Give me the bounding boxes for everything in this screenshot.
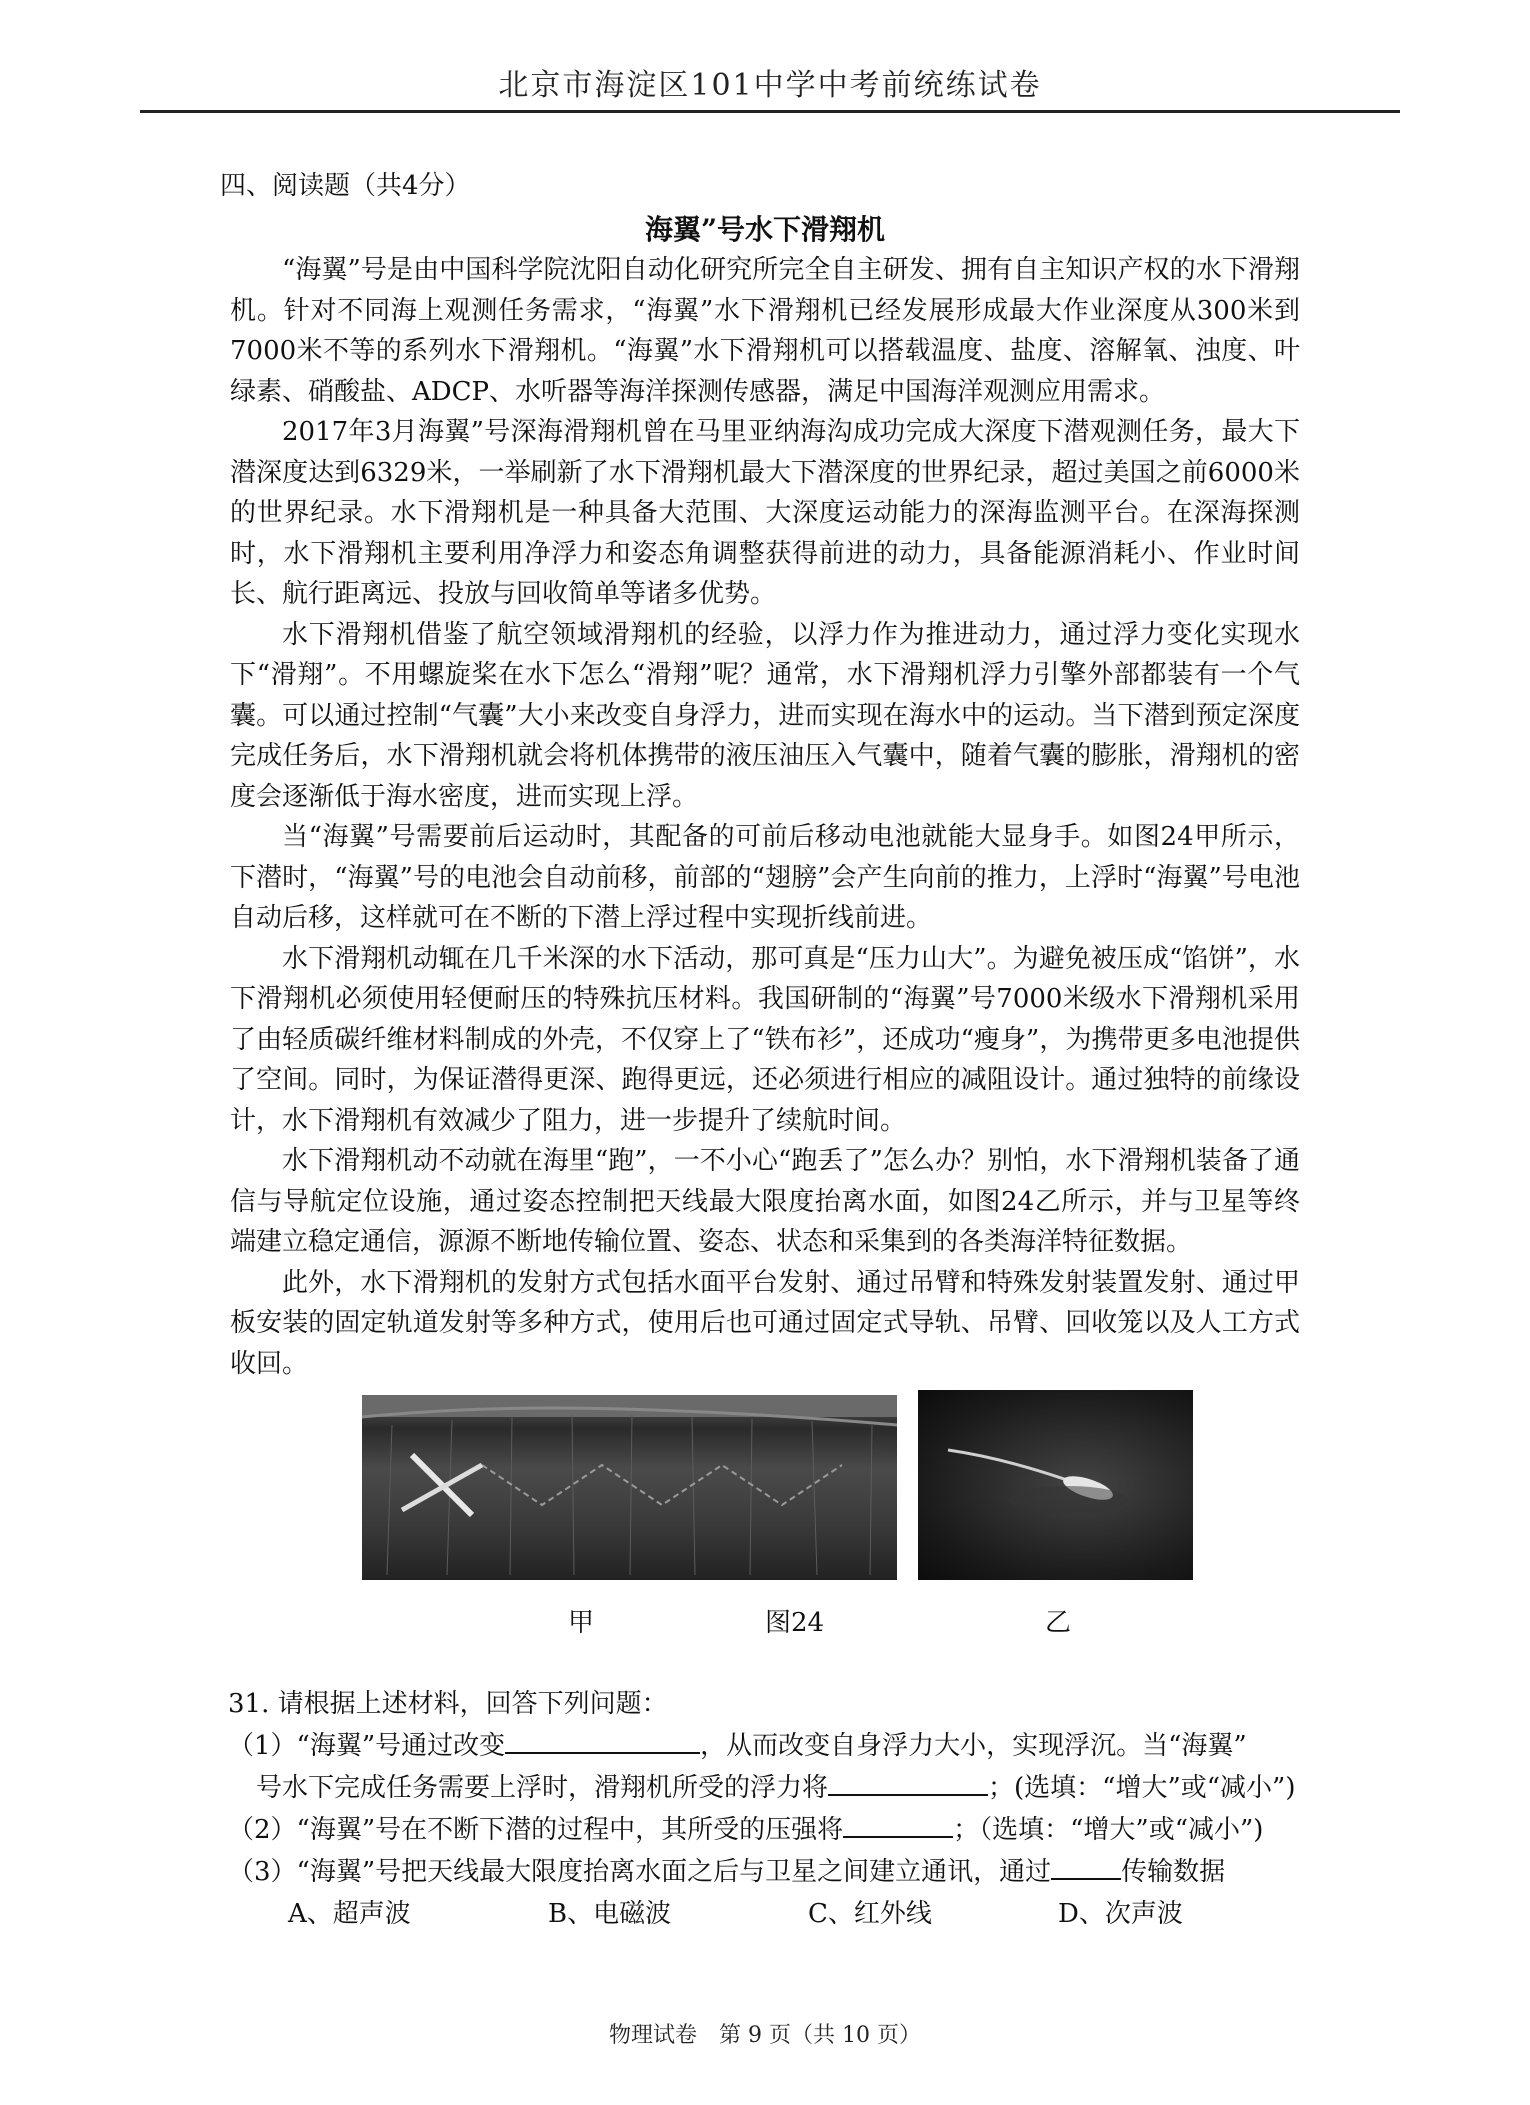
section-title: 四、阅读题（共4分）: [220, 171, 471, 201]
question-3-line: [228, 1851, 1303, 1893]
question-stem: 31. 请根据上述材料，回答下列问题：: [228, 1689, 668, 1719]
paragraph: 此外，水下滑翔机的发射方式包括水面平台发射、通过吊臂和特殊发射装置发射、通过甲板安装的固定轨道发射等多种方式，使用后也可通过固定式导轨、吊臂、回收笼以及人工方式收回。: [230, 1267, 1300, 1379]
option-a[interactable]: A、超声波: [288, 1899, 411, 1929]
paragraph: 水下滑翔机借鉴了航空领域滑翔机的经验，以浮力作为推进动力，通过浮力变化实现水下“滑翔”。不用螺旋桨在水下怎么“滑翔”呢？通常，水下滑翔机浮力引擎外部都装有一个气囊。可以通过控制“气囊”大小来改变自身浮力，进而实现在海水中的运动。当下潜到预定深度完成任务后，水下滑翔机就会将机体携带的液压油压入气囊中，随着气囊的膨胀，滑翔机的密度会逐渐低于海水密度，进而实现上浮。: [230, 619, 1300, 812]
question-1-text-b: ，从而改变自身浮力大小，实现浮沉。当“海翼”: [700, 1731, 1247, 1761]
figure-caption: 图24: [765, 1608, 825, 1638]
question-3-text-a: （3）“海翼”号把天线最大限度抬离水面之后与卫星之间建立通讯，通过: [228, 1857, 1052, 1887]
question-1-text-a: （1）“海翼”号通过改变: [228, 1731, 506, 1761]
question-1-text-c: 号水下完成任务需要上浮时，滑翔机所受的浮力将: [256, 1773, 829, 1803]
article-body: [230, 250, 1300, 1384]
question-2-text-b: ；（选填：“增大”或“减小”): [953, 1815, 1264, 1845]
glider-zigzag-image: [362, 1395, 897, 1580]
paragraph: “海翼”号是由中国科学院沈阳自动化研究所完全自主研发、拥有自主知识产权的水下滑翔机。针对不同海上观测任务需求，“海翼”水下滑翔机已经发展形成最大作业深度从300米到7000米不等的系列水下滑翔机。“海翼”水下滑翔机可以搭载温度、盐度、溶解氧、浊度、叶绿素、硝酸盐、ADCP、水听器等海洋探测传感器，满足中国海洋观测应用需求。: [230, 255, 1300, 407]
option-d[interactable]: D、次声波: [1058, 1899, 1183, 1929]
answer-options: [228, 1893, 1303, 1935]
article-title: 海翼”号水下滑翔机: [644, 213, 886, 246]
paragraph: 水下滑翔机动不动就在海里“跑”，一不小心“跑丢了”怎么办？别怕，水下滑翔机装备了通信与导航定位设施，通过姿态控制把天线最大限度抬离水面，如图24乙所示，并与卫星等终端建立稳定通信，源源不断地传输位置、姿态、状态和采集到的各类海洋特征数据。: [230, 1146, 1300, 1257]
paragraph: 当“海翼”号需要前后运动时，其配备的可前后移动电池就能大显身手。如图24甲所示，下潜时，“海翼”号的电池会自动前移，前部的“翅膀”会产生向前的推力，上浮时“海翼”号电池自动后移，这样就可在不断的下潜上浮过程中实现折线前进。: [230, 822, 1300, 933]
option-c[interactable]: C、红外线: [808, 1899, 932, 1929]
paragraph: 2017年3月海翼”号深海滑翔机曾在马里亚纳海沟成功完成大深度下潜观测任务，最大下潜深度达到6329米，一举刷新了水下滑翔机最大下潜深度的世界纪录，超过美国之前6000米的世界纪录。水下滑翔机是一种具备大范围、大深度运动能力的深海监测平台。在深海探测时，水下滑翔机主要利用净浮力和姿态角调整获得前进的动力，具备能源消耗小、作业时间长、航行距离远、投放与回收简单等诸多优势。: [230, 417, 1300, 609]
page-header: 北京市海淀区101中学中考前统练试卷: [140, 60, 1400, 113]
question-1-line-2: [228, 1767, 1303, 1809]
figure-label-right: 乙: [1045, 1608, 1072, 1638]
glider-surface-image: [918, 1390, 1193, 1580]
answer-blank-2[interactable]: [828, 1768, 988, 1796]
question-2-text-a: （2）“海翼”号在不断下潜的过程中，其所受的压强将: [228, 1815, 844, 1845]
question-block: [228, 1683, 1303, 1935]
question-2-line: [228, 1809, 1303, 1851]
question-1-line-1: [228, 1725, 1303, 1767]
question-3-text-b: 传输数据: [1121, 1857, 1226, 1887]
figure-24-right-photo: [918, 1390, 1193, 1580]
page-footer: 物理试卷 第 9 页（共 10 页）: [609, 2023, 921, 2048]
paragraph: 水下滑翔机动辄在几千米深的水下活动，那可真是“压力山大”。为避免被压成“馅饼”，水下滑翔机必须使用轻便耐压的特殊抗压材料。我国研制的“海翼”号7000米级水下滑翔机采用了由轻质碳纤维材料制成的外壳，不仅穿上了“铁布衫”，还成功“瘦身”，为携带更多电池提供了空间。同时，为保证潜得更深、跑得更远，还必须进行相应的减阻设计。通过独特的前缘设计，水下滑翔机有效减少了阻力，进一步提升了续航时间。: [230, 943, 1300, 1136]
option-b[interactable]: B、电磁波: [548, 1899, 672, 1929]
answer-blank-4[interactable]: [1051, 1852, 1121, 1880]
figure-24-left-photo: [362, 1395, 897, 1580]
answer-blank-1[interactable]: [505, 1726, 700, 1754]
answer-blank-3[interactable]: [843, 1810, 953, 1838]
figure-label-left: 甲: [568, 1608, 595, 1638]
question-1-text-d: ；(选填：“增大”或“减小”): [988, 1773, 1296, 1803]
